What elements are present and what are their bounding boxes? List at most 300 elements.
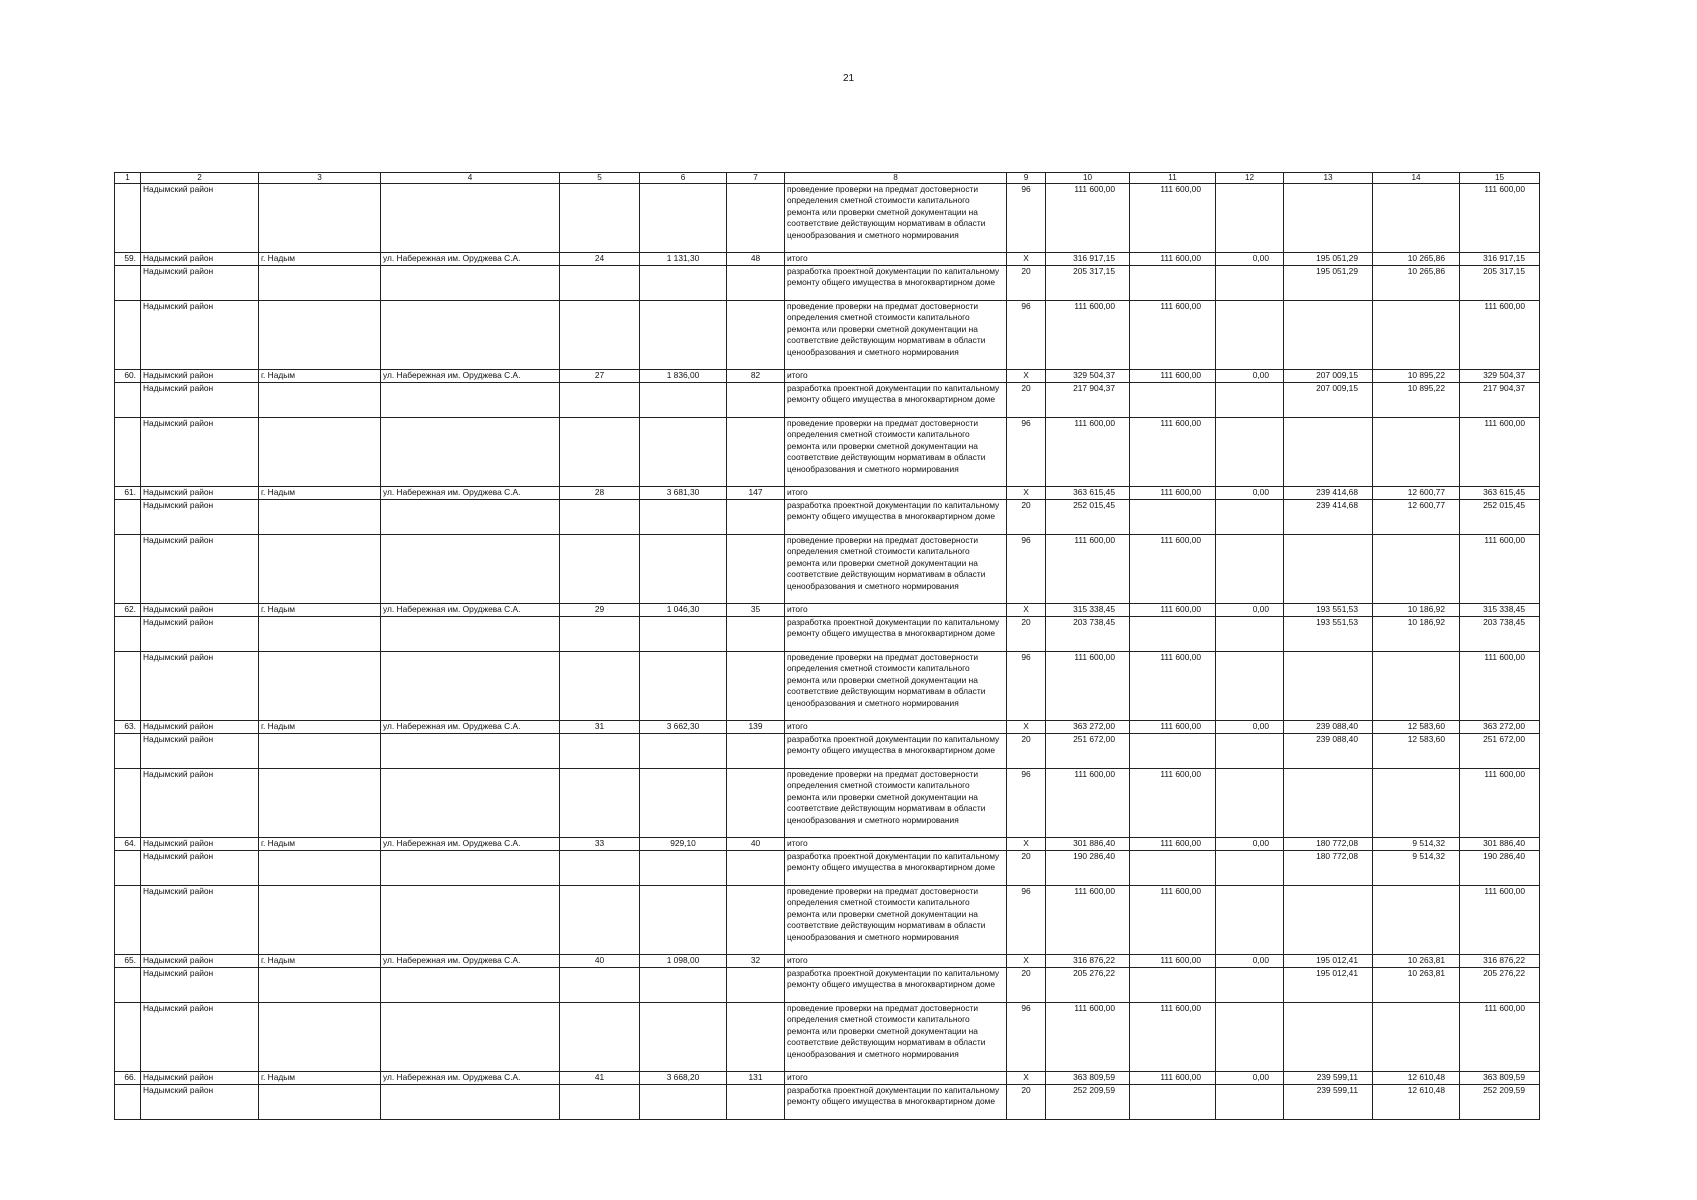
table-row	[115, 184, 1540, 253]
house-number-cell	[560, 300, 640, 369]
area-cell: 929,10	[640, 838, 727, 850]
work-type-cell: проведение проверки на предмат достоверности определения сметной стоимости капитального ремонта или проверки сметной документации на соответствие действующим нормативам в области ценообразования и сметного нормирования	[785, 885, 1007, 954]
work-code-cell: X	[1007, 370, 1046, 382]
district-cell: Надымский район	[141, 1072, 259, 1084]
work-code-cell: 96	[1007, 1002, 1046, 1071]
row-number	[115, 651, 141, 720]
area-cell	[640, 967, 727, 1002]
work-code-cell: X	[1007, 838, 1046, 850]
residents-cell: 48	[727, 253, 785, 265]
fund-cell: 111 600,00	[1130, 885, 1216, 954]
work-code-cell: X	[1007, 604, 1046, 616]
fund-cell	[1130, 850, 1216, 885]
residents-cell	[727, 300, 785, 369]
work-type-cell: разработка проектной документации по капитальному ремонту общего имущества в многоквартирном доме	[785, 733, 1007, 768]
work-type-cell: разработка проектной документации по капитальному ремонту общего имущества в многоквартирном доме	[785, 499, 1007, 534]
settlement-cell: г. Надым	[259, 604, 381, 616]
sum-cell: 111 600,00	[1460, 768, 1540, 837]
district-cell: Надымский район	[141, 370, 259, 382]
row-number: 61.	[115, 487, 141, 499]
other-funds-cell: 12 610,48	[1373, 1072, 1460, 1084]
area-cell	[640, 768, 727, 837]
settlement-cell	[259, 417, 381, 486]
total-cost-cell: 111 600,00	[1046, 417, 1130, 486]
district-cell: Надымский район	[141, 850, 259, 885]
fund-cell: 111 600,00	[1130, 370, 1216, 382]
district-cell: Надымский район	[141, 604, 259, 616]
budget-cell	[1216, 651, 1284, 720]
fund-cell	[1130, 616, 1216, 651]
row-number	[115, 768, 141, 837]
residents-cell: 147	[727, 487, 785, 499]
settlement-cell: г. Надым	[259, 1072, 381, 1084]
district-cell: Надымский район	[141, 300, 259, 369]
table-row	[115, 265, 1540, 300]
budget-cell	[1216, 967, 1284, 1002]
house-number-cell: 29	[560, 604, 640, 616]
work-code-cell: 20	[1007, 499, 1046, 534]
table-row	[115, 850, 1540, 885]
table-row	[115, 417, 1540, 486]
owners-funds-cell: 180 772,08	[1284, 850, 1373, 885]
work-type-cell: итого	[785, 838, 1007, 850]
owners-funds-cell	[1284, 534, 1373, 603]
other-funds-cell	[1373, 885, 1460, 954]
settlement-cell: г. Надым	[259, 721, 381, 733]
col-header: 2	[141, 173, 259, 184]
area-cell	[640, 300, 727, 369]
residents-cell: 35	[727, 604, 785, 616]
fund-cell	[1130, 265, 1216, 300]
residents-cell	[727, 499, 785, 534]
budget-cell	[1216, 616, 1284, 651]
fund-cell: 111 600,00	[1130, 838, 1216, 850]
residents-cell: 131	[727, 1072, 785, 1084]
work-type-cell: разработка проектной документации по капитальному ремонту общего имущества в многоквартирном доме	[785, 382, 1007, 417]
other-funds-cell	[1373, 184, 1460, 253]
sum-cell: 111 600,00	[1460, 417, 1540, 486]
district-cell: Надымский район	[141, 417, 259, 486]
total-cost-cell: 252 209,59	[1046, 1084, 1130, 1119]
house-number-cell	[560, 184, 640, 253]
table-row-total	[115, 253, 1540, 265]
house-number-cell	[560, 967, 640, 1002]
table-row	[115, 1002, 1540, 1071]
house-number-cell	[560, 885, 640, 954]
table-body	[115, 173, 1540, 1120]
work-code-cell: 96	[1007, 885, 1046, 954]
address-cell	[381, 1084, 560, 1119]
work-type-cell: разработка проектной документации по капитальному ремонту общего имущества в многоквартирном доме	[785, 265, 1007, 300]
area-cell: 1 046,30	[640, 604, 727, 616]
other-funds-cell	[1373, 417, 1460, 486]
address-cell	[381, 885, 560, 954]
other-funds-cell: 12 600,77	[1373, 499, 1460, 534]
fund-cell	[1130, 499, 1216, 534]
residents-cell	[727, 967, 785, 1002]
district-cell: Надымский район	[141, 967, 259, 1002]
total-cost-cell: 111 600,00	[1046, 885, 1130, 954]
other-funds-cell: 12 610,48	[1373, 1084, 1460, 1119]
settlement-cell	[259, 382, 381, 417]
other-funds-cell: 10 265,86	[1373, 253, 1460, 265]
work-type-cell: итого	[785, 721, 1007, 733]
residents-cell	[727, 1084, 785, 1119]
sum-cell: 111 600,00	[1460, 1002, 1540, 1071]
row-number: 63.	[115, 721, 141, 733]
total-cost-cell: 111 600,00	[1046, 534, 1130, 603]
area-cell: 1 098,00	[640, 955, 727, 967]
house-number-cell	[560, 768, 640, 837]
work-type-cell: итого	[785, 253, 1007, 265]
other-funds-cell: 12 583,60	[1373, 733, 1460, 768]
total-cost-cell: 205 276,22	[1046, 967, 1130, 1002]
row-number	[115, 184, 141, 253]
work-type-cell: проведение проверки на предмат достоверности определения сметной стоимости капитального ремонта или проверки сметной документации на соответствие действующим нормативам в области ценообразования и сметного нормирования	[785, 1002, 1007, 1071]
house-number-cell: 24	[560, 253, 640, 265]
area-cell	[640, 382, 727, 417]
address-cell: ул. Набережная им. Оруджева С.А.	[381, 1072, 560, 1084]
owners-funds-cell: 239 414,68	[1284, 499, 1373, 534]
house-number-cell	[560, 499, 640, 534]
address-cell	[381, 850, 560, 885]
district-cell: Надымский район	[141, 733, 259, 768]
row-number	[115, 265, 141, 300]
address-cell: ул. Набережная им. Оруджева С.А.	[381, 955, 560, 967]
fund-cell: 111 600,00	[1130, 1002, 1216, 1071]
residents-cell: 82	[727, 370, 785, 382]
district-cell: Надымский район	[141, 838, 259, 850]
settlement-cell	[259, 534, 381, 603]
table-row-total	[115, 838, 1540, 850]
table-row	[115, 967, 1540, 1002]
table-row-total	[115, 604, 1540, 616]
other-funds-cell: 12 583,60	[1373, 721, 1460, 733]
address-cell: ул. Набережная им. Оруджева С.А.	[381, 487, 560, 499]
work-code-cell: 20	[1007, 967, 1046, 1002]
district-cell: Надымский район	[141, 382, 259, 417]
house-number-cell	[560, 265, 640, 300]
settlement-cell	[259, 967, 381, 1002]
area-cell	[640, 184, 727, 253]
settlement-cell: г. Надым	[259, 838, 381, 850]
total-cost-cell: 190 286,40	[1046, 850, 1130, 885]
work-type-cell: итого	[785, 1072, 1007, 1084]
sum-cell: 111 600,00	[1460, 651, 1540, 720]
house-number-cell: 40	[560, 955, 640, 967]
house-number-cell	[560, 1002, 640, 1071]
address-cell	[381, 382, 560, 417]
fund-cell	[1130, 967, 1216, 1002]
total-cost-cell: 217 904,37	[1046, 382, 1130, 417]
owners-funds-cell: 239 599,11	[1284, 1084, 1373, 1119]
col-header: 14	[1373, 173, 1460, 184]
total-cost-cell: 111 600,00	[1046, 768, 1130, 837]
address-cell: ул. Набережная им. Оруджева С.А.	[381, 604, 560, 616]
address-cell	[381, 499, 560, 534]
table-row	[115, 651, 1540, 720]
total-cost-cell: 205 317,15	[1046, 265, 1130, 300]
other-funds-cell	[1373, 768, 1460, 837]
row-number	[115, 850, 141, 885]
owners-funds-cell	[1284, 651, 1373, 720]
sum-cell: 252 015,45	[1460, 499, 1540, 534]
work-code-cell: X	[1007, 721, 1046, 733]
sum-cell: 111 600,00	[1460, 184, 1540, 253]
sum-cell: 111 600,00	[1460, 534, 1540, 603]
table-row	[115, 534, 1540, 603]
owners-funds-cell: 195 012,41	[1284, 967, 1373, 1002]
settlement-cell	[259, 651, 381, 720]
residents-cell	[727, 382, 785, 417]
other-funds-cell	[1373, 651, 1460, 720]
row-number: 66.	[115, 1072, 141, 1084]
col-header: 1	[115, 173, 141, 184]
col-header: 6	[640, 173, 727, 184]
area-cell	[640, 417, 727, 486]
row-number	[115, 967, 141, 1002]
other-funds-cell: 10 895,22	[1373, 370, 1460, 382]
area-cell: 3 668,20	[640, 1072, 727, 1084]
owners-funds-cell: 207 009,15	[1284, 382, 1373, 417]
budget-cell: 0,00	[1216, 1072, 1284, 1084]
fund-cell: 111 600,00	[1130, 253, 1216, 265]
register-table	[114, 172, 1540, 1120]
district-cell: Надымский район	[141, 721, 259, 733]
sum-cell: 363 272,00	[1460, 721, 1540, 733]
table-row-total	[115, 721, 1540, 733]
sum-cell: 316 876,22	[1460, 955, 1540, 967]
house-number-cell	[560, 733, 640, 768]
table-row-total	[115, 370, 1540, 382]
work-code-cell: 20	[1007, 265, 1046, 300]
budget-cell: 0,00	[1216, 487, 1284, 499]
row-number	[115, 534, 141, 603]
budget-cell	[1216, 850, 1284, 885]
house-number-cell	[560, 651, 640, 720]
work-type-cell: разработка проектной документации по капитальному ремонту общего имущества в многоквартирном доме	[785, 1084, 1007, 1119]
other-funds-cell: 10 186,92	[1373, 604, 1460, 616]
table-row	[115, 499, 1540, 534]
total-cost-cell: 252 015,45	[1046, 499, 1130, 534]
address-cell	[381, 300, 560, 369]
work-type-cell: разработка проектной документации по капитальному ремонту общего имущества в многоквартирном доме	[785, 967, 1007, 1002]
area-cell	[640, 616, 727, 651]
budget-cell: 0,00	[1216, 838, 1284, 850]
other-funds-cell	[1373, 300, 1460, 369]
total-cost-cell: 363 809,59	[1046, 1072, 1130, 1084]
page-number: 21	[842, 73, 855, 84]
table-row	[115, 616, 1540, 651]
residents-cell	[727, 616, 785, 651]
total-cost-cell: 363 272,00	[1046, 721, 1130, 733]
total-cost-cell: 111 600,00	[1046, 1002, 1130, 1071]
owners-funds-cell	[1284, 417, 1373, 486]
work-code-cell: 96	[1007, 651, 1046, 720]
table-row-total	[115, 487, 1540, 499]
sum-cell: 252 209,59	[1460, 1084, 1540, 1119]
address-cell: ул. Набережная им. Оруджева С.А.	[381, 721, 560, 733]
total-cost-cell: 111 600,00	[1046, 184, 1130, 253]
row-number: 64.	[115, 838, 141, 850]
budget-cell	[1216, 300, 1284, 369]
budget-cell	[1216, 768, 1284, 837]
sum-cell: 203 738,45	[1460, 616, 1540, 651]
owners-funds-cell: 195 051,29	[1284, 265, 1373, 300]
fund-cell: 111 600,00	[1130, 417, 1216, 486]
address-cell	[381, 184, 560, 253]
area-cell	[640, 265, 727, 300]
fund-cell	[1130, 733, 1216, 768]
sum-cell: 363 809,59	[1460, 1072, 1540, 1084]
work-code-cell: 20	[1007, 733, 1046, 768]
total-cost-cell: 251 672,00	[1046, 733, 1130, 768]
fund-cell: 111 600,00	[1130, 184, 1216, 253]
area-cell	[640, 885, 727, 954]
settlement-cell: г. Надым	[259, 487, 381, 499]
table-row	[115, 768, 1540, 837]
budget-cell	[1216, 1084, 1284, 1119]
sum-cell: 363 615,45	[1460, 487, 1540, 499]
address-cell: ул. Набережная им. Оруджева С.А.	[381, 370, 560, 382]
work-code-cell: X	[1007, 253, 1046, 265]
row-number	[115, 616, 141, 651]
residents-cell	[727, 417, 785, 486]
work-type-cell: проведение проверки на предмат достоверности определения сметной стоимости капитального ремонта или проверки сметной документации на соответствие действующим нормативам в области ценообразования и сметного нормирования	[785, 300, 1007, 369]
total-cost-cell: 111 600,00	[1046, 651, 1130, 720]
total-cost-cell: 329 504,37	[1046, 370, 1130, 382]
budget-cell: 0,00	[1216, 253, 1284, 265]
residents-cell	[727, 534, 785, 603]
col-header: 11	[1130, 173, 1216, 184]
area-cell: 3 662,30	[640, 721, 727, 733]
area-cell	[640, 651, 727, 720]
work-code-cell: 20	[1007, 616, 1046, 651]
district-cell: Надымский район	[141, 651, 259, 720]
work-type-cell: проведение проверки на предмат достоверности определения сметной стоимости капитального ремонта или проверки сметной документации на соответствие действующим нормативам в области ценообразования и сметного нормирования	[785, 417, 1007, 486]
owners-funds-cell: 193 551,53	[1284, 604, 1373, 616]
fund-cell: 111 600,00	[1130, 487, 1216, 499]
budget-cell	[1216, 184, 1284, 253]
fund-cell: 111 600,00	[1130, 721, 1216, 733]
row-number	[115, 1002, 141, 1071]
other-funds-cell	[1373, 1002, 1460, 1071]
row-number	[115, 499, 141, 534]
work-type-cell: разработка проектной документации по капитальному ремонту общего имущества в многоквартирном доме	[785, 616, 1007, 651]
settlement-cell	[259, 265, 381, 300]
sum-cell: 301 886,40	[1460, 838, 1540, 850]
work-code-cell: X	[1007, 1072, 1046, 1084]
house-number-cell	[560, 417, 640, 486]
owners-funds-cell: 239 088,40	[1284, 733, 1373, 768]
area-cell	[640, 499, 727, 534]
residents-cell	[727, 184, 785, 253]
other-funds-cell: 10 265,86	[1373, 265, 1460, 300]
settlement-cell	[259, 499, 381, 534]
work-type-cell: итого	[785, 955, 1007, 967]
col-header: 5	[560, 173, 640, 184]
settlement-cell	[259, 768, 381, 837]
total-cost-cell: 316 876,22	[1046, 955, 1130, 967]
area-cell	[640, 1002, 727, 1071]
house-number-cell	[560, 850, 640, 885]
other-funds-cell: 9 514,32	[1373, 838, 1460, 850]
settlement-cell: г. Надым	[259, 955, 381, 967]
residents-cell: 40	[727, 838, 785, 850]
residents-cell	[727, 265, 785, 300]
total-cost-cell: 203 738,45	[1046, 616, 1130, 651]
sum-cell: 190 286,40	[1460, 850, 1540, 885]
col-header: 13	[1284, 173, 1373, 184]
residents-cell: 139	[727, 721, 785, 733]
total-cost-cell: 301 886,40	[1046, 838, 1130, 850]
owners-funds-cell	[1284, 300, 1373, 369]
house-number-cell: 41	[560, 1072, 640, 1084]
work-code-cell: 96	[1007, 300, 1046, 369]
sum-cell: 111 600,00	[1460, 885, 1540, 954]
col-header: 3	[259, 173, 381, 184]
work-type-cell: проведение проверки на предмат достоверности определения сметной стоимости капитального ремонта или проверки сметной документации на соответствие действующим нормативам в области ценообразования и сметного нормирования	[785, 184, 1007, 253]
area-cell	[640, 850, 727, 885]
residents-cell: 32	[727, 955, 785, 967]
row-number	[115, 1084, 141, 1119]
budget-cell: 0,00	[1216, 721, 1284, 733]
house-number-cell	[560, 616, 640, 651]
house-number-cell	[560, 382, 640, 417]
address-cell: ул. Набережная им. Оруджева С.А.	[381, 253, 560, 265]
row-number	[115, 382, 141, 417]
budget-cell	[1216, 417, 1284, 486]
fund-cell: 111 600,00	[1130, 604, 1216, 616]
work-code-cell: 20	[1007, 382, 1046, 417]
owners-funds-cell: 239 088,40	[1284, 721, 1373, 733]
row-number: 60.	[115, 370, 141, 382]
district-cell: Надымский район	[141, 955, 259, 967]
area-cell: 3 681,30	[640, 487, 727, 499]
settlement-cell	[259, 1002, 381, 1071]
settlement-cell	[259, 885, 381, 954]
budget-cell	[1216, 733, 1284, 768]
table-row-total	[115, 955, 1540, 967]
sum-cell: 315 338,45	[1460, 604, 1540, 616]
col-header: 9	[1007, 173, 1046, 184]
sum-cell: 316 917,15	[1460, 253, 1540, 265]
settlement-cell: г. Надым	[259, 370, 381, 382]
fund-cell: 111 600,00	[1130, 534, 1216, 603]
budget-cell	[1216, 1002, 1284, 1071]
address-cell	[381, 265, 560, 300]
house-number-cell	[560, 534, 640, 603]
work-type-cell: разработка проектной документации по капитальному ремонту общего имущества в многоквартирном доме	[785, 850, 1007, 885]
house-number-cell: 33	[560, 838, 640, 850]
other-funds-cell: 9 514,32	[1373, 850, 1460, 885]
fund-cell: 111 600,00	[1130, 651, 1216, 720]
table-row	[115, 1084, 1540, 1119]
other-funds-cell: 12 600,77	[1373, 487, 1460, 499]
area-cell: 1 836,00	[640, 370, 727, 382]
budget-cell	[1216, 499, 1284, 534]
residents-cell	[727, 885, 785, 954]
residents-cell	[727, 768, 785, 837]
other-funds-cell	[1373, 534, 1460, 603]
work-code-cell: 96	[1007, 184, 1046, 253]
residents-cell	[727, 733, 785, 768]
budget-cell: 0,00	[1216, 604, 1284, 616]
fund-cell: 111 600,00	[1130, 1072, 1216, 1084]
fund-cell: 111 600,00	[1130, 300, 1216, 369]
sum-cell: 205 276,22	[1460, 967, 1540, 1002]
table-row	[115, 300, 1540, 369]
